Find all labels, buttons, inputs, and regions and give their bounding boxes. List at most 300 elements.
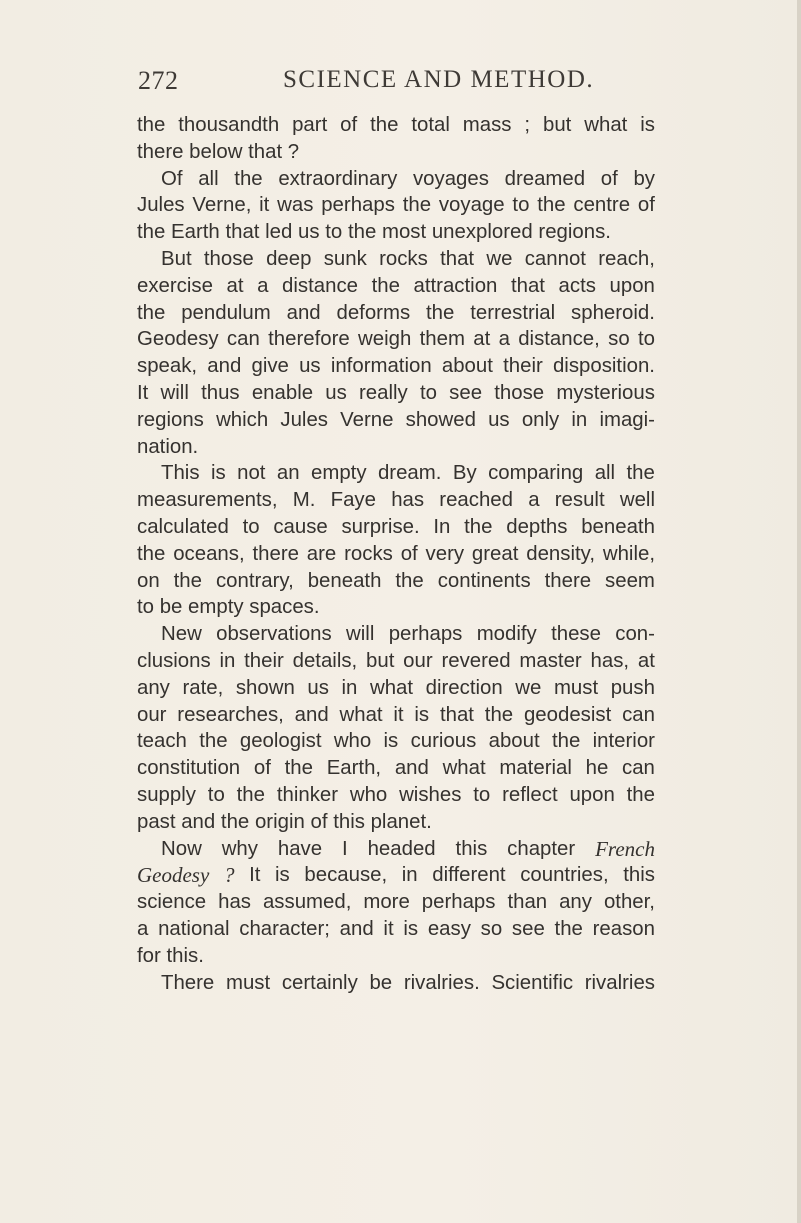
word: geologist bbox=[239, 730, 322, 753]
word: national bbox=[158, 917, 230, 940]
word: of bbox=[400, 542, 418, 565]
word: surprise. bbox=[341, 515, 420, 538]
word: there bbox=[137, 140, 184, 163]
word: well bbox=[619, 489, 655, 512]
word: so bbox=[480, 917, 503, 940]
word: to bbox=[325, 221, 343, 244]
word: the bbox=[537, 194, 566, 217]
word: who bbox=[333, 730, 372, 753]
word: modify bbox=[476, 623, 537, 646]
word: and bbox=[181, 810, 216, 833]
word: New bbox=[161, 623, 202, 646]
word: of bbox=[340, 114, 358, 136]
word: any bbox=[559, 891, 592, 914]
text-line bbox=[137, 675, 655, 702]
word: in bbox=[401, 864, 418, 887]
word: spaces. bbox=[249, 596, 320, 619]
word: countries, bbox=[520, 864, 609, 887]
word: thus bbox=[201, 381, 240, 404]
word: all bbox=[594, 462, 616, 485]
word: give bbox=[251, 355, 289, 378]
word: voyages bbox=[412, 167, 489, 190]
word: the bbox=[395, 569, 424, 592]
word: but bbox=[542, 114, 572, 136]
text-line bbox=[137, 353, 655, 380]
word: It bbox=[249, 864, 261, 887]
word: teach bbox=[137, 730, 187, 753]
word: most bbox=[381, 221, 427, 244]
word: this. bbox=[166, 944, 204, 967]
text-line bbox=[137, 648, 655, 675]
word: shown bbox=[235, 676, 295, 699]
word: wishes bbox=[399, 783, 462, 806]
word: was bbox=[277, 194, 314, 217]
word: the bbox=[137, 221, 166, 244]
word: see bbox=[449, 381, 483, 404]
word: is bbox=[403, 917, 419, 940]
text-line bbox=[137, 434, 655, 461]
text-line bbox=[137, 112, 655, 139]
word: seem bbox=[605, 569, 655, 592]
word: our bbox=[137, 703, 167, 726]
word: beneath bbox=[307, 569, 382, 592]
word: Verne bbox=[340, 408, 394, 431]
word: distance, bbox=[518, 328, 600, 351]
word: us bbox=[488, 408, 510, 431]
word: voyage bbox=[438, 194, 505, 217]
text-line bbox=[137, 728, 655, 755]
word: geodesist bbox=[523, 703, 612, 726]
word: what bbox=[369, 676, 414, 699]
text-line bbox=[137, 514, 655, 541]
word: that bbox=[439, 703, 474, 726]
word: who bbox=[349, 783, 388, 806]
word: it bbox=[383, 917, 394, 940]
word: the bbox=[137, 301, 166, 324]
word: the bbox=[199, 730, 228, 753]
word: which bbox=[216, 408, 269, 431]
word: will bbox=[160, 381, 189, 404]
text-line bbox=[137, 326, 655, 353]
word: origin bbox=[254, 810, 305, 833]
word: attraction bbox=[413, 274, 498, 297]
word: therefore bbox=[268, 328, 350, 351]
word: very bbox=[425, 542, 465, 565]
word: exercise bbox=[137, 274, 213, 297]
word: perhaps bbox=[321, 194, 395, 217]
word: result bbox=[554, 489, 605, 512]
word: in bbox=[219, 649, 236, 672]
word: direction bbox=[425, 676, 503, 699]
word: us bbox=[298, 221, 320, 244]
word: the bbox=[347, 221, 377, 244]
word: has bbox=[218, 891, 251, 914]
word: regions bbox=[137, 408, 204, 431]
word: us bbox=[325, 381, 347, 404]
word: to bbox=[207, 783, 225, 806]
word: continents bbox=[437, 569, 531, 592]
word: the bbox=[284, 757, 313, 780]
word: on bbox=[137, 569, 160, 592]
word: other, bbox=[603, 891, 655, 914]
word: total bbox=[411, 114, 450, 136]
text-line bbox=[137, 407, 655, 434]
word: Faye bbox=[330, 489, 376, 512]
word: Jules bbox=[137, 194, 185, 217]
word: Of bbox=[161, 167, 183, 190]
word: while, bbox=[602, 542, 655, 565]
word: rate, bbox=[182, 676, 224, 699]
word: details, bbox=[292, 649, 358, 672]
text-line bbox=[137, 460, 655, 487]
word: us bbox=[307, 676, 329, 699]
running-head: SCIENCE AND METHOD. bbox=[283, 66, 595, 93]
word: it bbox=[393, 703, 404, 726]
page-header bbox=[138, 66, 638, 96]
word: at bbox=[226, 274, 244, 297]
word: speak, bbox=[137, 355, 198, 378]
word: there bbox=[544, 569, 592, 592]
word: disposition. bbox=[552, 355, 655, 378]
word: past bbox=[137, 810, 176, 833]
word: cannot bbox=[524, 247, 586, 270]
word: comparing bbox=[488, 462, 584, 485]
text-line bbox=[137, 568, 655, 595]
text-line bbox=[137, 192, 655, 219]
word: it bbox=[259, 194, 270, 217]
word: the bbox=[402, 194, 432, 217]
word: certainly bbox=[281, 971, 358, 994]
word: weigh bbox=[358, 328, 412, 351]
word: Earth, bbox=[326, 757, 382, 780]
word: unexplored bbox=[431, 221, 533, 244]
word: to bbox=[242, 515, 260, 538]
word: assumed, bbox=[262, 891, 352, 914]
word: Verne, bbox=[192, 194, 252, 217]
text-line bbox=[137, 621, 655, 648]
word: empty bbox=[311, 462, 367, 485]
text-line bbox=[137, 782, 655, 809]
word: distance bbox=[282, 274, 358, 297]
word: calculated bbox=[137, 515, 229, 538]
word: and bbox=[286, 301, 321, 324]
word: rocks bbox=[379, 247, 428, 270]
word: clusions bbox=[137, 649, 211, 672]
word: are bbox=[306, 542, 337, 565]
word: what bbox=[339, 703, 383, 726]
word: observations bbox=[216, 623, 332, 646]
word: because, bbox=[304, 864, 388, 887]
text-line bbox=[137, 541, 655, 568]
word: nation. bbox=[137, 435, 199, 458]
word: that bbox=[225, 221, 260, 244]
word: master bbox=[519, 649, 582, 672]
word: deep bbox=[266, 247, 312, 270]
word: that bbox=[440, 247, 475, 270]
word: of bbox=[310, 810, 328, 833]
word: that bbox=[510, 274, 545, 297]
word: for bbox=[137, 944, 161, 967]
text-line bbox=[137, 943, 655, 970]
word: at bbox=[473, 328, 491, 351]
word: what bbox=[584, 114, 628, 136]
word: perhaps bbox=[421, 891, 496, 914]
word: is bbox=[414, 703, 430, 726]
word: must bbox=[553, 676, 599, 699]
word: regions. bbox=[538, 221, 611, 244]
text-line bbox=[137, 889, 655, 916]
word: supply bbox=[137, 783, 196, 806]
word: reached bbox=[439, 489, 513, 512]
word: information bbox=[330, 355, 432, 378]
word: to bbox=[137, 596, 155, 619]
word: thinker bbox=[276, 783, 339, 806]
text-line bbox=[137, 862, 655, 889]
word: has bbox=[391, 489, 425, 512]
word: curious bbox=[410, 730, 477, 753]
word: ? bbox=[287, 140, 300, 163]
word: the bbox=[371, 274, 400, 297]
word: researches, bbox=[177, 703, 284, 726]
word: centre bbox=[573, 194, 631, 217]
word: their bbox=[503, 355, 543, 378]
word: the bbox=[426, 301, 455, 324]
word: be bbox=[159, 596, 183, 619]
word: deforms bbox=[336, 301, 411, 324]
word: beneath bbox=[581, 515, 655, 538]
word: the bbox=[236, 783, 265, 806]
word: by bbox=[633, 167, 655, 190]
word: why bbox=[221, 837, 258, 860]
word: science bbox=[137, 891, 207, 914]
word: oceans, bbox=[173, 542, 245, 565]
word: us bbox=[299, 355, 321, 378]
word: and bbox=[394, 757, 429, 780]
word: really bbox=[359, 381, 408, 404]
word: depths bbox=[506, 515, 568, 538]
word: I bbox=[342, 837, 348, 860]
word: reach, bbox=[598, 247, 655, 270]
word: the bbox=[464, 515, 493, 538]
word: so bbox=[608, 328, 630, 351]
word: different bbox=[432, 864, 506, 887]
word: at bbox=[637, 649, 655, 672]
word: density, bbox=[526, 542, 596, 565]
word: imagi- bbox=[599, 408, 655, 431]
word: showed bbox=[405, 408, 476, 431]
word: the bbox=[484, 703, 514, 726]
word: be bbox=[369, 971, 393, 994]
word: must bbox=[225, 971, 271, 994]
word: character; bbox=[239, 917, 330, 940]
word: all bbox=[198, 167, 219, 190]
text-line bbox=[137, 487, 655, 514]
word: he bbox=[585, 757, 609, 780]
text-line bbox=[137, 139, 655, 166]
word: them bbox=[419, 328, 465, 351]
word: and bbox=[294, 703, 329, 726]
text-line bbox=[137, 970, 655, 997]
word: and bbox=[339, 917, 374, 940]
word: led bbox=[265, 221, 293, 244]
word: there bbox=[252, 542, 299, 565]
word: By bbox=[452, 462, 477, 485]
text-line bbox=[137, 246, 655, 273]
word: about bbox=[488, 730, 540, 753]
word: In bbox=[433, 515, 451, 538]
word: can bbox=[622, 703, 655, 726]
word: thousandth bbox=[178, 114, 280, 136]
word: cause bbox=[273, 515, 328, 538]
word: the bbox=[551, 730, 581, 753]
word: pendulum bbox=[181, 301, 271, 324]
word: M. bbox=[292, 489, 316, 512]
word: is bbox=[383, 730, 399, 753]
word: in bbox=[571, 408, 588, 431]
word: material bbox=[499, 757, 572, 780]
word: of bbox=[253, 757, 271, 780]
word: mass bbox=[462, 114, 512, 136]
word: There bbox=[161, 971, 215, 994]
word: a bbox=[528, 489, 540, 512]
word: any bbox=[137, 676, 170, 699]
word: we bbox=[486, 247, 513, 270]
word: the bbox=[626, 462, 655, 485]
word: terrestrial bbox=[470, 301, 556, 324]
word: the bbox=[626, 783, 655, 806]
word: interior bbox=[592, 730, 655, 753]
text-line bbox=[137, 702, 655, 729]
word: below bbox=[189, 140, 243, 163]
text-line bbox=[137, 836, 655, 863]
word: perhaps bbox=[388, 623, 463, 646]
word: to bbox=[473, 783, 491, 806]
word: to bbox=[419, 381, 437, 404]
word: of bbox=[600, 167, 618, 190]
word: extraordinary bbox=[278, 167, 398, 190]
word: more bbox=[363, 891, 410, 914]
text-line bbox=[137, 273, 655, 300]
word: what bbox=[442, 757, 486, 780]
word: This bbox=[161, 462, 200, 485]
text-line bbox=[137, 755, 655, 782]
word: not bbox=[237, 462, 266, 485]
word: is bbox=[275, 864, 290, 887]
word: the bbox=[220, 810, 250, 833]
word: easy bbox=[427, 917, 471, 940]
word: the bbox=[370, 114, 399, 136]
word: can bbox=[226, 328, 260, 351]
word: It bbox=[137, 381, 149, 404]
word: a bbox=[257, 274, 269, 297]
word: But bbox=[161, 247, 192, 270]
word: rivalries bbox=[584, 971, 655, 994]
word: to bbox=[637, 328, 655, 351]
word: con- bbox=[615, 623, 655, 646]
word: of bbox=[637, 194, 655, 217]
word: Geodesy bbox=[137, 328, 219, 351]
word: a bbox=[498, 328, 510, 351]
page-number: 272 bbox=[138, 66, 179, 95]
page-edge bbox=[797, 0, 801, 1223]
text-line bbox=[137, 594, 655, 621]
word: enable bbox=[251, 381, 314, 404]
text-line bbox=[137, 380, 655, 407]
word: contrary, bbox=[215, 569, 294, 592]
word: revered bbox=[441, 649, 511, 672]
word: the bbox=[137, 542, 166, 565]
word: and bbox=[207, 355, 242, 378]
word: about bbox=[441, 355, 493, 378]
word: those bbox=[203, 247, 254, 270]
word: reflect bbox=[502, 783, 558, 806]
word: an bbox=[276, 462, 300, 485]
word: push bbox=[610, 676, 655, 699]
word: chapter bbox=[507, 837, 576, 860]
word: acts bbox=[558, 274, 596, 297]
italic-word: Geodesy bbox=[137, 863, 210, 888]
word: mysterious bbox=[556, 381, 655, 404]
word: in bbox=[341, 676, 358, 699]
word: the bbox=[137, 114, 166, 136]
word: empty bbox=[188, 596, 244, 619]
word: spheroid. bbox=[571, 301, 655, 324]
italic-word: ? bbox=[223, 863, 235, 888]
word: is bbox=[640, 114, 655, 136]
word: dreamed bbox=[504, 167, 586, 190]
word: our bbox=[403, 649, 433, 672]
word: sunk bbox=[323, 247, 367, 270]
word: have bbox=[277, 837, 323, 860]
word: rocks bbox=[344, 542, 393, 565]
word: that bbox=[248, 140, 283, 163]
word: the bbox=[173, 569, 202, 592]
word: Jules bbox=[280, 408, 328, 431]
word: reason bbox=[592, 917, 655, 940]
word: to bbox=[512, 194, 530, 217]
text-line bbox=[137, 300, 655, 327]
word: measurements, bbox=[137, 489, 278, 512]
word: ; bbox=[524, 114, 531, 136]
word: we bbox=[515, 676, 542, 699]
word: planet. bbox=[370, 810, 432, 833]
word: the bbox=[234, 167, 263, 190]
word: Scientific bbox=[491, 971, 574, 994]
word: will bbox=[346, 623, 375, 646]
italic-word: French bbox=[595, 836, 655, 861]
word: Earth bbox=[171, 221, 220, 244]
word: the bbox=[554, 917, 583, 940]
word: a bbox=[137, 917, 149, 940]
word: rivalries. bbox=[403, 971, 480, 994]
text-line bbox=[137, 166, 655, 193]
text-line bbox=[137, 809, 655, 836]
word: but bbox=[366, 649, 395, 672]
word: those bbox=[494, 381, 545, 404]
word: has, bbox=[590, 649, 630, 672]
word: these bbox=[551, 623, 601, 646]
word: see bbox=[511, 917, 545, 940]
word: Now bbox=[161, 837, 202, 860]
word: dream. bbox=[377, 462, 442, 485]
word: their bbox=[244, 649, 284, 672]
text-line bbox=[137, 916, 655, 943]
word: headed bbox=[367, 837, 436, 860]
word: this bbox=[623, 864, 655, 887]
word: can bbox=[622, 757, 655, 780]
text-line bbox=[137, 219, 655, 246]
word: this bbox=[455, 837, 488, 860]
